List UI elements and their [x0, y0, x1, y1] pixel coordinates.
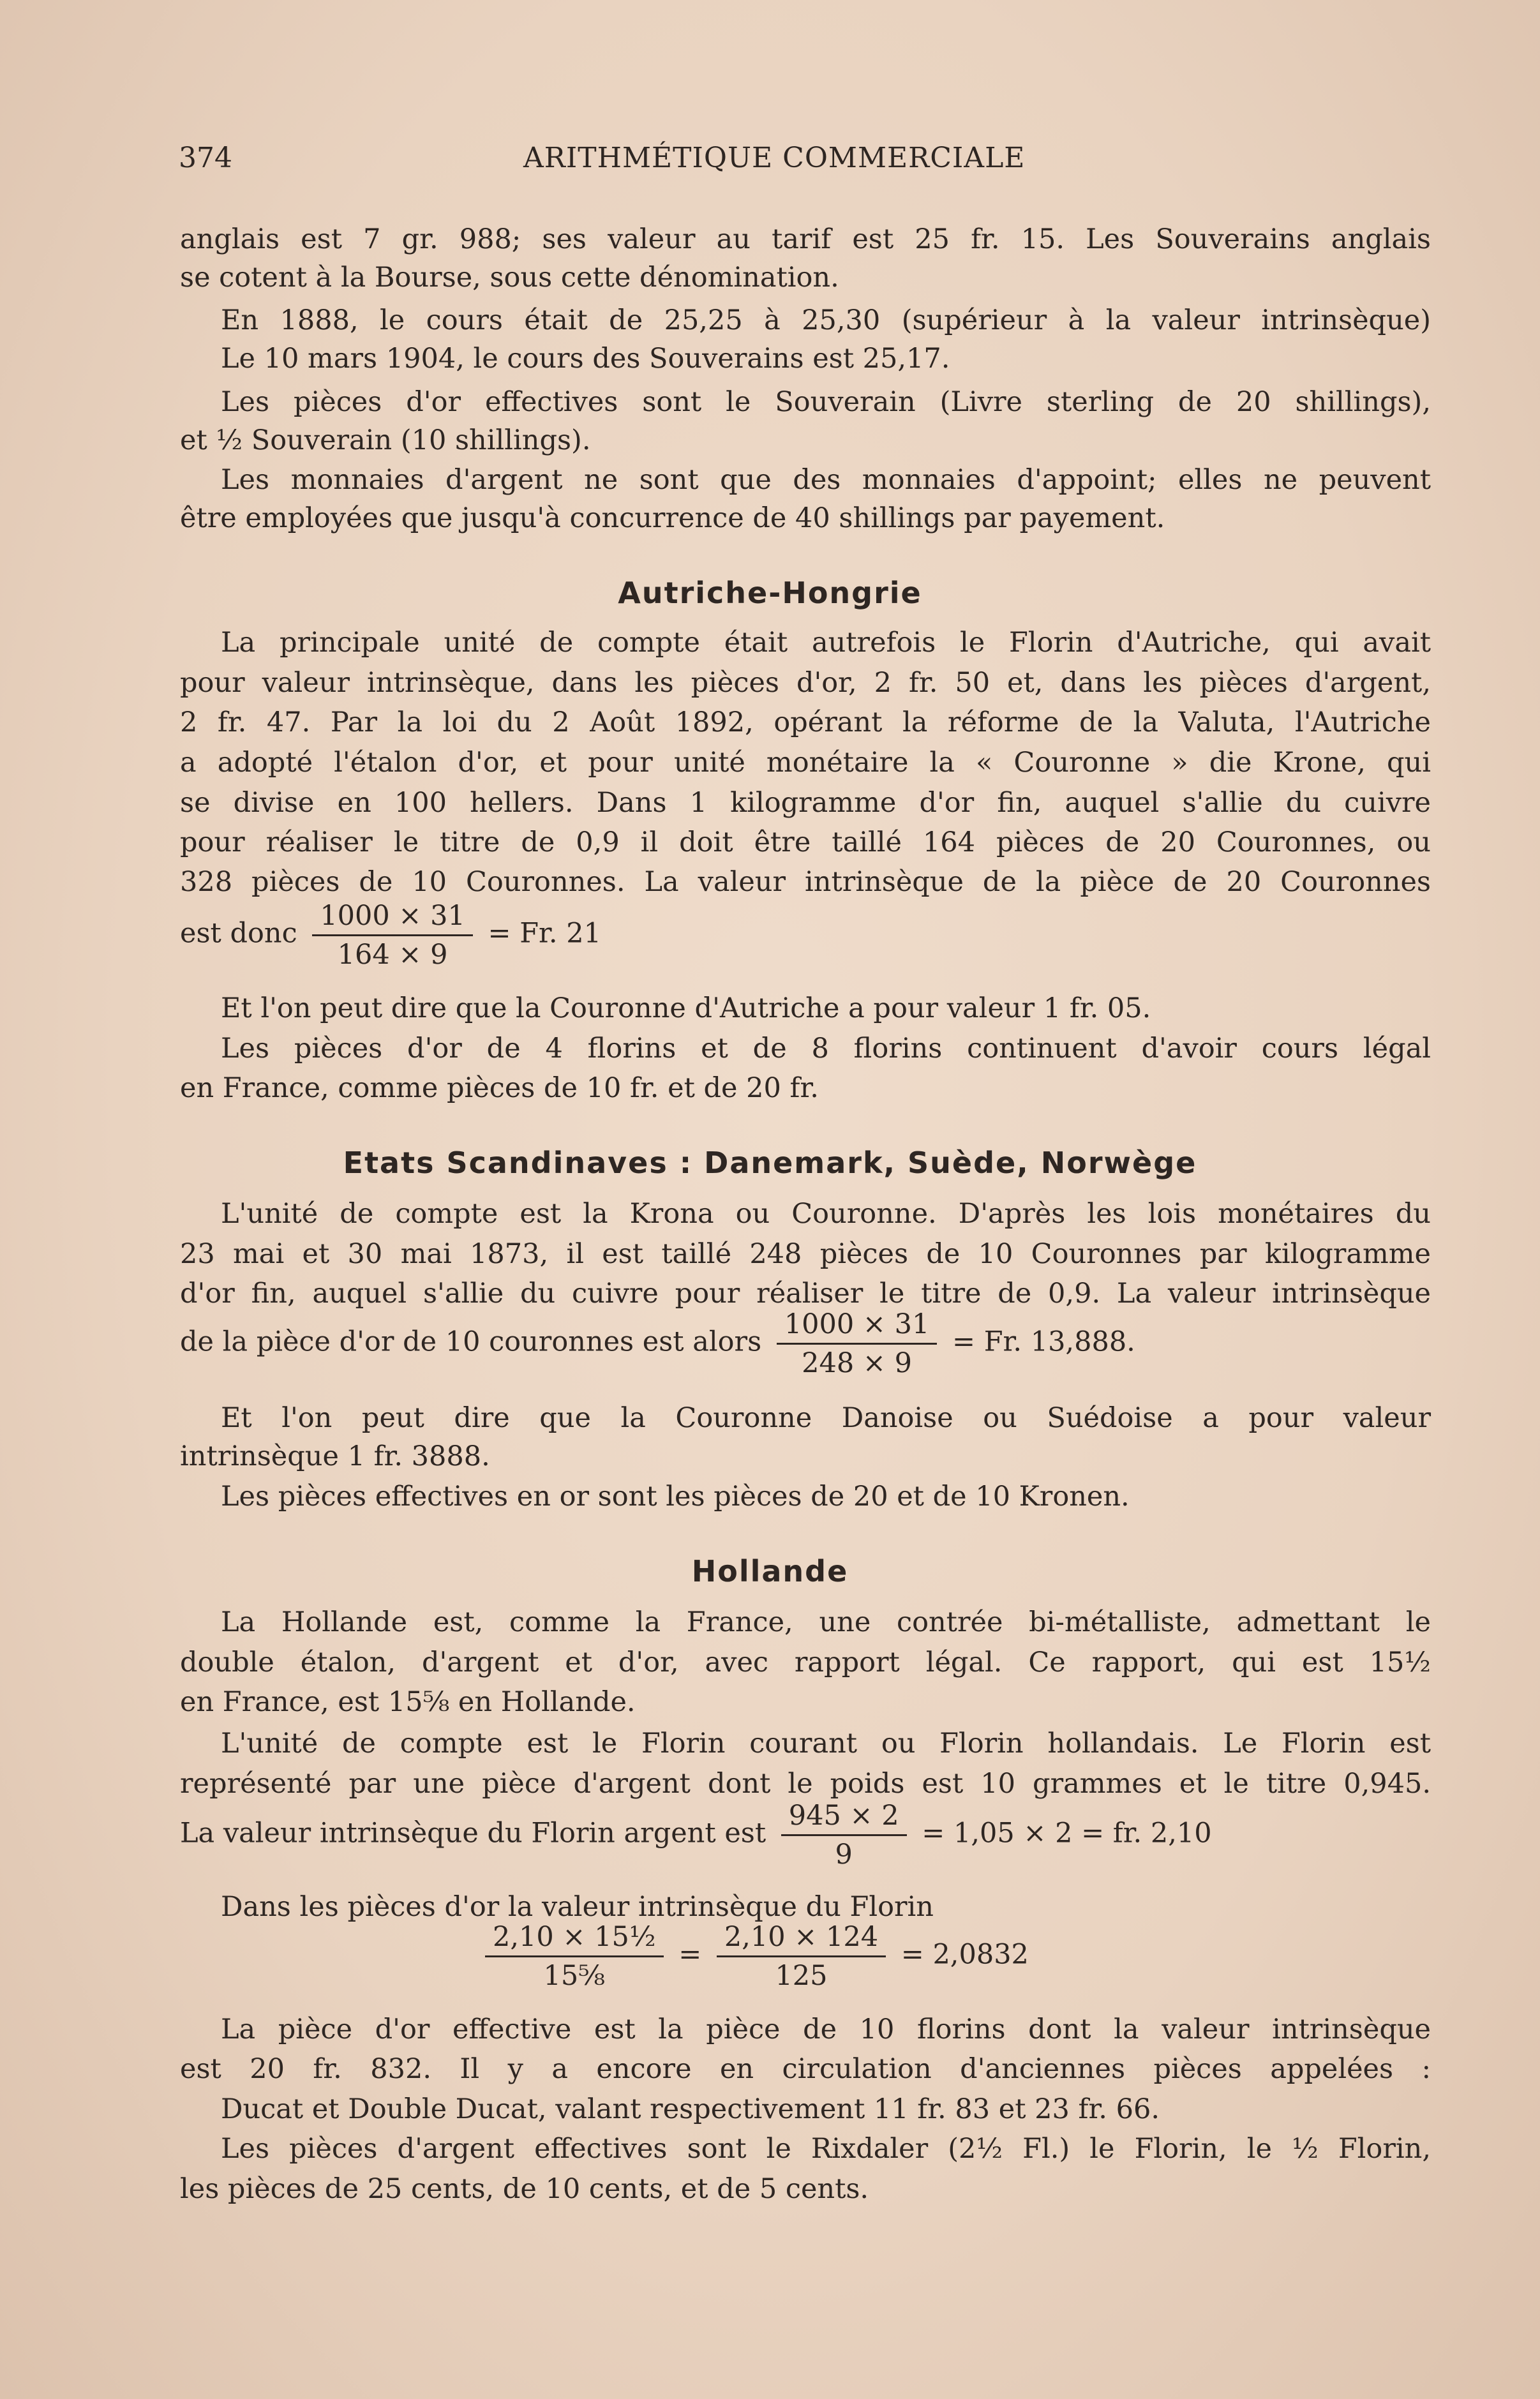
- page-number: 374: [179, 142, 232, 174]
- text-line: double étalon, d'argent et d'or, avec rapport légal. Ce rapport, qui est 15½: [180, 1647, 1431, 1678]
- text-line: Dans les pièces d'or la valeur intrinsèque du Florin: [221, 1891, 934, 1923]
- fraction-numerator: 1000 × 31: [777, 1308, 938, 1345]
- fraction: [781, 1800, 907, 1871]
- fraction-numerator: 1000 × 31: [312, 900, 473, 936]
- text-line: intrinsèque 1 fr. 3888.: [180, 1440, 490, 1472]
- text-line: Les pièces d'or effectives sont le Souverain (Livre sterling de 20 shillings),: [221, 386, 1431, 418]
- fraction-numerator: 2,10 × 124: [717, 1921, 886, 1957]
- text-line: pour valeur intrinsèque, dans les pièces d'or, 2 fr. 50 et, dans les pièces d'argent,: [180, 667, 1431, 699]
- text-line: être employées que jusqu'à concurrence de 40 shillings par payement.: [180, 502, 1165, 534]
- section-heading-scandinaves: Etats Scandinaves : Danemark, Suède, Norwège: [343, 1146, 1197, 1180]
- equation-florin-argent: [180, 1800, 1212, 1871]
- fraction-denominator: 9: [835, 1839, 853, 1871]
- text-line: Les pièces d'or de 4 florins et de 8 florins continuent d'avoir cours légal: [221, 1033, 1431, 1065]
- text-line: Et l'on peut dire que la Couronne d'Autriche a pour valeur 1 fr. 05.: [221, 992, 1151, 1024]
- text-line: anglais est 7 gr. 988; ses valeur au tarif est 25 fr. 15. Les Souverains anglais: [180, 223, 1431, 255]
- text-line: 328 pièces de 10 Couronnes. La valeur intrinsèque de la pièce de 20 Couronnes: [180, 866, 1431, 898]
- text-line: Ducat et Double Ducat, valant respectivement 11 fr. 83 et 23 fr. 66.: [221, 2093, 1160, 2125]
- fraction-denominator: 125: [775, 1960, 828, 1992]
- text-line: 2 fr. 47. Par la loi du 2 Août 1892, opérant la réforme de la Valuta, l'Autriche: [180, 706, 1431, 738]
- equation-result: = Fr. 13,888.: [952, 1326, 1135, 1358]
- section-heading-autriche: Autriche-Hongrie: [618, 576, 922, 610]
- fraction-denominator: 164 × 9: [337, 939, 448, 971]
- equation-result: = 2,0832: [901, 1938, 1029, 1971]
- text-line: Le 10 mars 1904, le cours des Souverains est 25,17.: [221, 343, 950, 375]
- fraction: [777, 1308, 938, 1379]
- fraction-denominator: 248 × 9: [802, 1347, 912, 1379]
- text-line: 23 mai et 30 mai 1873, il est taillé 248 pièces de 10 Couronnes par kilogramme: [180, 1238, 1431, 1270]
- fraction: [312, 900, 473, 971]
- text-line: Les monnaies d'argent ne sont que des monnaies d'appoint; elles ne peuvent: [221, 464, 1431, 496]
- fraction: [717, 1921, 886, 1992]
- text-line: L'unité de compte est la Krona ou Couronne. D'après les lois monétaires du: [221, 1198, 1431, 1230]
- equation-prefix: de la pièce d'or de 10 couronnes est alors: [180, 1326, 762, 1358]
- text-line: La pièce d'or effective est la pièce de 10 florins dont la valeur intrinsèque: [221, 2014, 1431, 2045]
- section-heading-hollande: Hollande: [691, 1554, 849, 1588]
- text-line: Les pièces d'argent effectives sont le Rixdaler (2½ Fl.) le Florin, le ½ Florin,: [221, 2133, 1431, 2165]
- text-line: les pièces de 25 cents, de 10 cents, et de 5 cents.: [180, 2173, 869, 2205]
- fraction: [485, 1921, 664, 1992]
- equals-sign: =: [678, 1938, 702, 1971]
- equation-result: = 1,05 × 2 = fr. 2,10: [922, 1817, 1212, 1850]
- equation-autriche: [180, 900, 601, 971]
- equation-scandinaves: [180, 1308, 1135, 1379]
- text-line: en France, comme pièces de 10 fr. et de 20 fr.: [180, 1072, 819, 1104]
- text-line: En 1888, le cours était de 25,25 à 25,30 (supérieur à la valeur intrinsèque): [221, 304, 1431, 336]
- page-header: [179, 142, 1425, 180]
- text-line: se cotent à la Bourse, sous cette dénomination.: [180, 262, 839, 294]
- text-line: se divise en 100 hellers. Dans 1 kilogramme d'or fin, auquel s'allie du cuivre: [180, 787, 1431, 819]
- text-line: Les pièces effectives en or sont les pièces de 20 et de 10 Kronen.: [221, 1481, 1130, 1513]
- text-line: pour réaliser le titre de 0,9 il doit être taillé 164 pièces de 20 Couronnes, ou: [180, 826, 1431, 858]
- fraction-denominator: 15⅝: [543, 1960, 605, 1992]
- text-line: et ½ Souverain (10 shillings).: [180, 424, 591, 456]
- running-title: ARITHMÉTIQUE COMMERCIALE: [523, 142, 1026, 174]
- text-line: est 20 fr. 832. Il y a encore en circulation d'anciennes pièces appelées :: [180, 2053, 1431, 2085]
- text-line: représenté par une pièce d'argent dont le poids est 10 grammes et le titre 0,945.: [180, 1768, 1431, 1800]
- equation-prefix: La valeur intrinsèque du Florin argent est: [180, 1817, 766, 1850]
- text-line: d'or fin, auquel s'allie du cuivre pour réaliser le titre de 0,9. La valeur intrinsèque: [180, 1278, 1431, 1310]
- equation-result: = Fr. 21: [488, 917, 601, 950]
- equation-florin-or: [479, 1921, 1029, 1992]
- text-line: L'unité de compte est le Florin courant ou Florin hollandais. Le Florin est: [221, 1728, 1431, 1760]
- text-line: La principale unité de compte était autrefois le Florin d'Autriche, qui avait: [221, 627, 1431, 659]
- text-line: a adopté l'étalon d'or, et pour unité monétaire la « Couronne » die Krone, qui: [180, 747, 1431, 779]
- equation-prefix: est donc: [180, 917, 297, 950]
- text-line: en France, est 15⅝ en Hollande.: [180, 1686, 636, 1718]
- text-line: La Hollande est, comme la France, une contrée bi-métalliste, admettant le: [221, 1606, 1431, 1638]
- text-line: Et l'on peut dire que la Couronne Danoise ou Suédoise a pour valeur: [221, 1402, 1431, 1434]
- fraction-numerator: 2,10 × 15½: [485, 1921, 664, 1957]
- fraction-numerator: 945 × 2: [781, 1800, 907, 1836]
